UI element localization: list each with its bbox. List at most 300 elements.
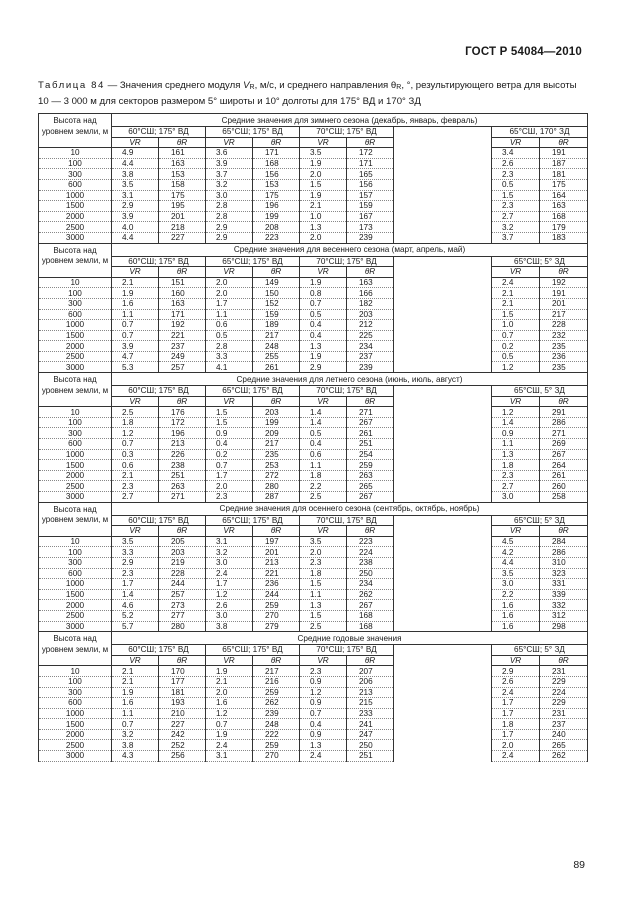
direction-cell: 259: [253, 600, 300, 611]
speed-cell: 0.4: [206, 439, 253, 450]
direction-cell: 257: [159, 589, 206, 600]
direction-cell: 209: [253, 428, 300, 439]
direction-symbol: θR: [253, 396, 300, 407]
direction-cell: 260: [540, 481, 588, 492]
speed-cell: 3.7: [492, 232, 540, 243]
speed-cell: 1.8: [492, 719, 540, 730]
speed-symbol: VR: [492, 137, 540, 148]
speed-cell: 2.1: [492, 288, 540, 299]
speed-cell: 2.0: [300, 547, 347, 558]
speed-cell: 1.9: [300, 277, 347, 288]
table-row: [39, 232, 588, 243]
sector-label: 60°СШ; 175° ВД: [112, 515, 206, 526]
direction-cell: 270: [253, 751, 300, 762]
direction-cell: 168: [540, 211, 588, 222]
speed-cell: 2.0: [300, 169, 347, 180]
speed-cell: 2.9: [206, 232, 253, 243]
direction-cell: 269: [540, 439, 588, 450]
speed-cell: 1.8: [112, 417, 159, 428]
direction-cell: 237: [540, 719, 588, 730]
direction-cell: 163: [159, 158, 206, 169]
direction-cell: 254: [347, 449, 394, 460]
speed-cell: 2.0: [206, 481, 253, 492]
direction-cell: 248: [253, 719, 300, 730]
direction-cell: 331: [540, 579, 588, 590]
speed-cell: 2.0: [300, 232, 347, 243]
speed-cell: 3.0: [206, 557, 253, 568]
direction-cell: 191: [540, 288, 588, 299]
height-cell: 100: [39, 676, 112, 687]
direction-cell: 159: [347, 201, 394, 212]
direction-cell: 163: [159, 298, 206, 309]
speed-cell: 0.5: [300, 309, 347, 320]
direction-cell: 176: [159, 407, 206, 418]
direction-cell: 168: [347, 610, 394, 621]
direction-cell: 216: [253, 676, 300, 687]
table-row: [39, 751, 588, 762]
direction-cell: 171: [253, 148, 300, 159]
speed-cell: 3.0: [492, 579, 540, 590]
table-row: [39, 169, 588, 180]
direction-cell: 234: [347, 579, 394, 590]
speed-cell: 1.3: [300, 600, 347, 611]
sector-label: 65°СШ; 5° ЗД: [492, 515, 588, 526]
speed-cell: 2.1: [492, 298, 540, 309]
table-row: [39, 190, 588, 201]
table-row: [39, 708, 588, 719]
direction-cell: 234: [347, 341, 394, 352]
direction-cell: 237: [159, 341, 206, 352]
direction-cell: 168: [253, 158, 300, 169]
direction-cell: 199: [253, 417, 300, 428]
speed-symbol: VR: [206, 526, 253, 537]
table-row: [39, 417, 588, 428]
direction-cell: 291: [540, 407, 588, 418]
direction-cell: 217: [253, 330, 300, 341]
speed-cell: 3.5: [112, 179, 159, 190]
speed-cell: 1.8: [492, 460, 540, 471]
table-row: [39, 439, 588, 450]
speed-cell: 1.3: [492, 449, 540, 460]
direction-cell: 272: [253, 470, 300, 481]
direction-cell: 339: [540, 589, 588, 600]
direction-cell: 286: [540, 417, 588, 428]
speed-cell: 1.6: [206, 698, 253, 709]
direction-cell: 265: [540, 740, 588, 751]
direction-cell: 239: [347, 362, 394, 373]
direction-symbol: θR: [253, 137, 300, 148]
direction-cell: 175: [253, 190, 300, 201]
table-row: [39, 621, 588, 632]
height-cell: 300: [39, 428, 112, 439]
direction-cell: 235: [540, 362, 588, 373]
direction-symbol: θR: [347, 655, 394, 666]
direction-cell: 236: [540, 351, 588, 362]
speed-cell: 0.7: [300, 708, 347, 719]
speed-cell: 2.3: [112, 568, 159, 579]
direction-cell: 149: [253, 277, 300, 288]
height-cell: 2000: [39, 729, 112, 740]
direction-cell: 255: [253, 351, 300, 362]
sector-label: 65°СШ; 5° ЗД: [492, 645, 588, 656]
direction-cell: 239: [347, 232, 394, 243]
speed-symbol: VR: [492, 267, 540, 278]
speed-cell: 1.9: [300, 190, 347, 201]
speed-cell: 1.9: [300, 158, 347, 169]
speed-cell: 2.0: [206, 687, 253, 698]
direction-cell: 227: [159, 232, 206, 243]
direction-cell: 263: [159, 481, 206, 492]
height-cell: 1500: [39, 589, 112, 600]
speed-cell: 1.8: [300, 568, 347, 579]
speed-cell: 0.4: [300, 320, 347, 331]
sector-label: 60°СШ; 175° ВД: [112, 127, 206, 138]
direction-cell: 228: [159, 568, 206, 579]
speed-cell: 0.7: [112, 320, 159, 331]
speed-cell: 0.9: [492, 428, 540, 439]
direction-cell: 238: [347, 557, 394, 568]
sector-header-row: [39, 256, 588, 267]
height-cell: 300: [39, 169, 112, 180]
speed-cell: 3.2: [492, 222, 540, 233]
sector-label: 70°СШ; 175° ВД: [300, 127, 394, 138]
direction-symbol: θR: [253, 526, 300, 537]
height-cell: 1000: [39, 579, 112, 590]
height-column-header: Высота над уровнем земли, м: [39, 114, 112, 148]
direction-cell: 153: [159, 169, 206, 180]
direction-cell: 267: [540, 449, 588, 460]
speed-cell: 2.2: [492, 589, 540, 600]
direction-cell: 273: [159, 600, 206, 611]
height-cell: 2500: [39, 222, 112, 233]
speed-cell: 2.9: [492, 666, 540, 677]
speed-cell: 4.0: [112, 222, 159, 233]
table-row: [39, 211, 588, 222]
direction-cell: 191: [540, 148, 588, 159]
direction-cell: 271: [159, 492, 206, 503]
speed-cell: 1.4: [300, 417, 347, 428]
height-cell: 3000: [39, 362, 112, 373]
direction-cell: 238: [159, 460, 206, 471]
direction-cell: 192: [159, 320, 206, 331]
speed-cell: 2.6: [492, 158, 540, 169]
direction-symbol: θR: [159, 655, 206, 666]
speed-cell: 3.5: [300, 148, 347, 159]
direction-cell: 271: [540, 428, 588, 439]
speed-symbol: VR: [112, 655, 159, 666]
table-row: [39, 222, 588, 233]
speed-symbol: VR: [300, 655, 347, 666]
height-cell: 10: [39, 666, 112, 677]
direction-symbol: θR: [347, 396, 394, 407]
table-row: [39, 557, 588, 568]
height-cell: 600: [39, 309, 112, 320]
height-cell: 10: [39, 148, 112, 159]
speed-cell: 2.1: [300, 201, 347, 212]
speed-cell: 2.2: [300, 481, 347, 492]
direction-cell: 242: [159, 729, 206, 740]
speed-cell: 4.6: [112, 600, 159, 611]
speed-cell: 2.3: [492, 201, 540, 212]
height-cell: 600: [39, 439, 112, 450]
speed-cell: 3.1: [206, 536, 253, 547]
speed-cell: 1.1: [112, 309, 159, 320]
speed-symbol: VR: [492, 526, 540, 537]
direction-cell: 257: [159, 362, 206, 373]
table-row: [39, 610, 588, 621]
direction-cell: 212: [347, 320, 394, 331]
direction-symbol: θR: [540, 137, 588, 148]
direction-cell: 261: [347, 428, 394, 439]
speed-cell: 3.0: [206, 610, 253, 621]
speed-cell: 3.3: [112, 547, 159, 558]
speed-cell: 2.1: [112, 666, 159, 677]
symbol-header-row: [39, 137, 588, 148]
speed-cell: 1.9: [206, 666, 253, 677]
direction-cell: 221: [253, 568, 300, 579]
height-cell: 1500: [39, 201, 112, 212]
sector-label: 70°СШ, 175° ВД: [300, 515, 394, 526]
speed-cell: 2.4: [492, 751, 540, 762]
direction-cell: 201: [540, 298, 588, 309]
speed-cell: 1.7: [206, 579, 253, 590]
height-cell: 300: [39, 557, 112, 568]
direction-cell: 262: [347, 589, 394, 600]
speed-cell: 1.0: [300, 211, 347, 222]
height-cell: 3000: [39, 621, 112, 632]
speed-cell: 3.8: [112, 169, 159, 180]
sector-label: 70°СШ; 175° ВД: [300, 386, 394, 397]
direction-cell: 206: [347, 676, 394, 687]
direction-cell: 244: [159, 579, 206, 590]
speed-cell: 2.3: [112, 481, 159, 492]
direction-cell: 170: [159, 666, 206, 677]
direction-cell: 166: [347, 288, 394, 299]
speed-symbol: VR: [112, 396, 159, 407]
height-cell: 600: [39, 568, 112, 579]
speed-cell: 1.5: [300, 610, 347, 621]
caption-text-3: , °, результирующего ветра для высоты 10 — 3 000 м для секторов размером 5° широты и 10° долготы для 175° ВД и 170° ЗД: [38, 80, 577, 107]
sector-header-row: [39, 645, 588, 656]
height-cell: 3000: [39, 751, 112, 762]
direction-cell: 332: [540, 600, 588, 611]
speed-cell: 2.3: [492, 169, 540, 180]
table-row: [39, 288, 588, 299]
direction-cell: 323: [540, 568, 588, 579]
season-header-row: [39, 243, 588, 256]
table-row: [39, 351, 588, 362]
height-cell: 2000: [39, 600, 112, 611]
speed-cell: 1.2: [206, 708, 253, 719]
table-row: [39, 460, 588, 471]
speed-cell: 1.5: [492, 309, 540, 320]
speed-cell: 0.9: [300, 676, 347, 687]
blank-column: [394, 386, 492, 503]
speed-cell: 0.4: [300, 719, 347, 730]
direction-cell: 219: [159, 557, 206, 568]
height-cell: 2000: [39, 211, 112, 222]
caption-v-symbol: V: [243, 80, 250, 91]
direction-cell: 218: [159, 222, 206, 233]
speed-cell: 1.7: [492, 698, 540, 709]
direction-cell: 253: [253, 460, 300, 471]
direction-symbol: θR: [540, 655, 588, 666]
speed-cell: 1.5: [206, 417, 253, 428]
speed-cell: 3.7: [206, 169, 253, 180]
speed-cell: 2.6: [206, 600, 253, 611]
speed-cell: 0.5: [492, 179, 540, 190]
direction-cell: 205: [159, 536, 206, 547]
direction-symbol: θR: [159, 526, 206, 537]
speed-cell: 5.3: [112, 362, 159, 373]
symbol-header-row: [39, 655, 588, 666]
speed-cell: 2.9: [206, 222, 253, 233]
direction-cell: 225: [347, 330, 394, 341]
direction-cell: 267: [347, 600, 394, 611]
height-cell: 3000: [39, 492, 112, 503]
table-row: [39, 320, 588, 331]
direction-cell: 287: [253, 492, 300, 503]
direction-cell: 265: [347, 481, 394, 492]
speed-cell: 1.2: [300, 687, 347, 698]
page-number: 89: [573, 859, 585, 871]
speed-cell: 2.6: [492, 676, 540, 687]
speed-cell: 4.5: [492, 536, 540, 547]
direction-cell: 262: [253, 698, 300, 709]
sector-label: 65°СШ; 175° ВД: [206, 515, 300, 526]
speed-cell: 3.3: [206, 351, 253, 362]
table-row: [39, 481, 588, 492]
direction-cell: 182: [347, 298, 394, 309]
speed-cell: 3.2: [206, 547, 253, 558]
speed-cell: 1.8: [300, 470, 347, 481]
blank-column: [394, 515, 492, 632]
speed-cell: 1.1: [300, 460, 347, 471]
direction-cell: 235: [540, 341, 588, 352]
speed-cell: 2.7: [492, 481, 540, 492]
direction-cell: 157: [347, 190, 394, 201]
speed-cell: 1.0: [492, 320, 540, 331]
direction-symbol: θR: [540, 396, 588, 407]
speed-cell: 3.5: [492, 568, 540, 579]
speed-cell: 2.4: [206, 568, 253, 579]
direction-cell: 224: [540, 687, 588, 698]
speed-cell: 2.5: [300, 492, 347, 503]
height-cell: 10: [39, 407, 112, 418]
speed-cell: 3.1: [206, 751, 253, 762]
speed-cell: 3.9: [112, 341, 159, 352]
direction-cell: 228: [540, 320, 588, 331]
direction-cell: 213: [253, 557, 300, 568]
sector-label: 65°СШ; 5° ЗД: [492, 256, 588, 267]
speed-symbol: VR: [300, 267, 347, 278]
direction-cell: 262: [540, 751, 588, 762]
height-cell: 100: [39, 158, 112, 169]
direction-cell: 189: [253, 320, 300, 331]
direction-cell: 203: [347, 309, 394, 320]
direction-cell: 251: [159, 470, 206, 481]
height-cell: 3000: [39, 232, 112, 243]
sector-header-row: [39, 127, 588, 138]
speed-symbol: VR: [492, 655, 540, 666]
direction-cell: 183: [540, 232, 588, 243]
speed-cell: 4.1: [206, 362, 253, 373]
direction-cell: 223: [253, 232, 300, 243]
height-cell: 1000: [39, 190, 112, 201]
speed-cell: 2.3: [206, 492, 253, 503]
speed-cell: 3.9: [206, 158, 253, 169]
table-row: [39, 740, 588, 751]
speed-cell: 3.2: [112, 729, 159, 740]
direction-cell: 244: [253, 589, 300, 600]
direction-cell: 171: [347, 158, 394, 169]
direction-cell: 284: [540, 536, 588, 547]
speed-cell: 1.5: [206, 407, 253, 418]
direction-cell: 208: [253, 222, 300, 233]
height-cell: 2500: [39, 610, 112, 621]
speed-cell: 3.9: [112, 211, 159, 222]
speed-cell: 4.3: [112, 751, 159, 762]
speed-cell: 2.1: [206, 676, 253, 687]
direction-cell: 222: [253, 729, 300, 740]
table-row: [39, 148, 588, 159]
direction-cell: 258: [540, 492, 588, 503]
speed-symbol: VR: [112, 526, 159, 537]
height-cell: 1000: [39, 708, 112, 719]
speed-cell: 0.7: [206, 719, 253, 730]
speed-symbol: VR: [300, 137, 347, 148]
direction-cell: 250: [347, 568, 394, 579]
height-cell: 600: [39, 179, 112, 190]
table-row: [39, 298, 588, 309]
speed-cell: 1.7: [492, 708, 540, 719]
sector-label: 65°СШ, 170° ЗД: [492, 127, 588, 138]
speed-symbol: VR: [206, 655, 253, 666]
direction-symbol: θR: [540, 267, 588, 278]
speed-cell: 2.8: [206, 341, 253, 352]
speed-cell: 3.6: [206, 148, 253, 159]
direction-cell: 312: [540, 610, 588, 621]
speed-cell: 3.0: [492, 492, 540, 503]
direction-cell: 279: [253, 621, 300, 632]
direction-cell: 177: [159, 676, 206, 687]
speed-cell: 1.2: [492, 362, 540, 373]
sector-label: 70°СШ; 175° ВД: [300, 256, 394, 267]
direction-cell: 217: [253, 666, 300, 677]
direction-cell: 156: [347, 179, 394, 190]
direction-cell: 196: [253, 201, 300, 212]
direction-cell: 163: [347, 277, 394, 288]
direction-cell: 150: [253, 288, 300, 299]
speed-symbol: VR: [112, 267, 159, 278]
direction-cell: 160: [159, 288, 206, 299]
table-row: [39, 719, 588, 730]
speed-cell: 1.4: [300, 407, 347, 418]
height-cell: 300: [39, 298, 112, 309]
speed-cell: 2.4: [206, 740, 253, 751]
speed-cell: 1.6: [492, 621, 540, 632]
speed-cell: 0.5: [300, 428, 347, 439]
speed-symbol: VR: [300, 526, 347, 537]
height-cell: 100: [39, 417, 112, 428]
speed-cell: 4.2: [492, 547, 540, 558]
speed-cell: 0.6: [112, 460, 159, 471]
speed-cell: 2.7: [492, 211, 540, 222]
direction-cell: 215: [347, 698, 394, 709]
speed-cell: 0.3: [112, 449, 159, 460]
direction-cell: 235: [253, 449, 300, 460]
table-row: [39, 201, 588, 212]
